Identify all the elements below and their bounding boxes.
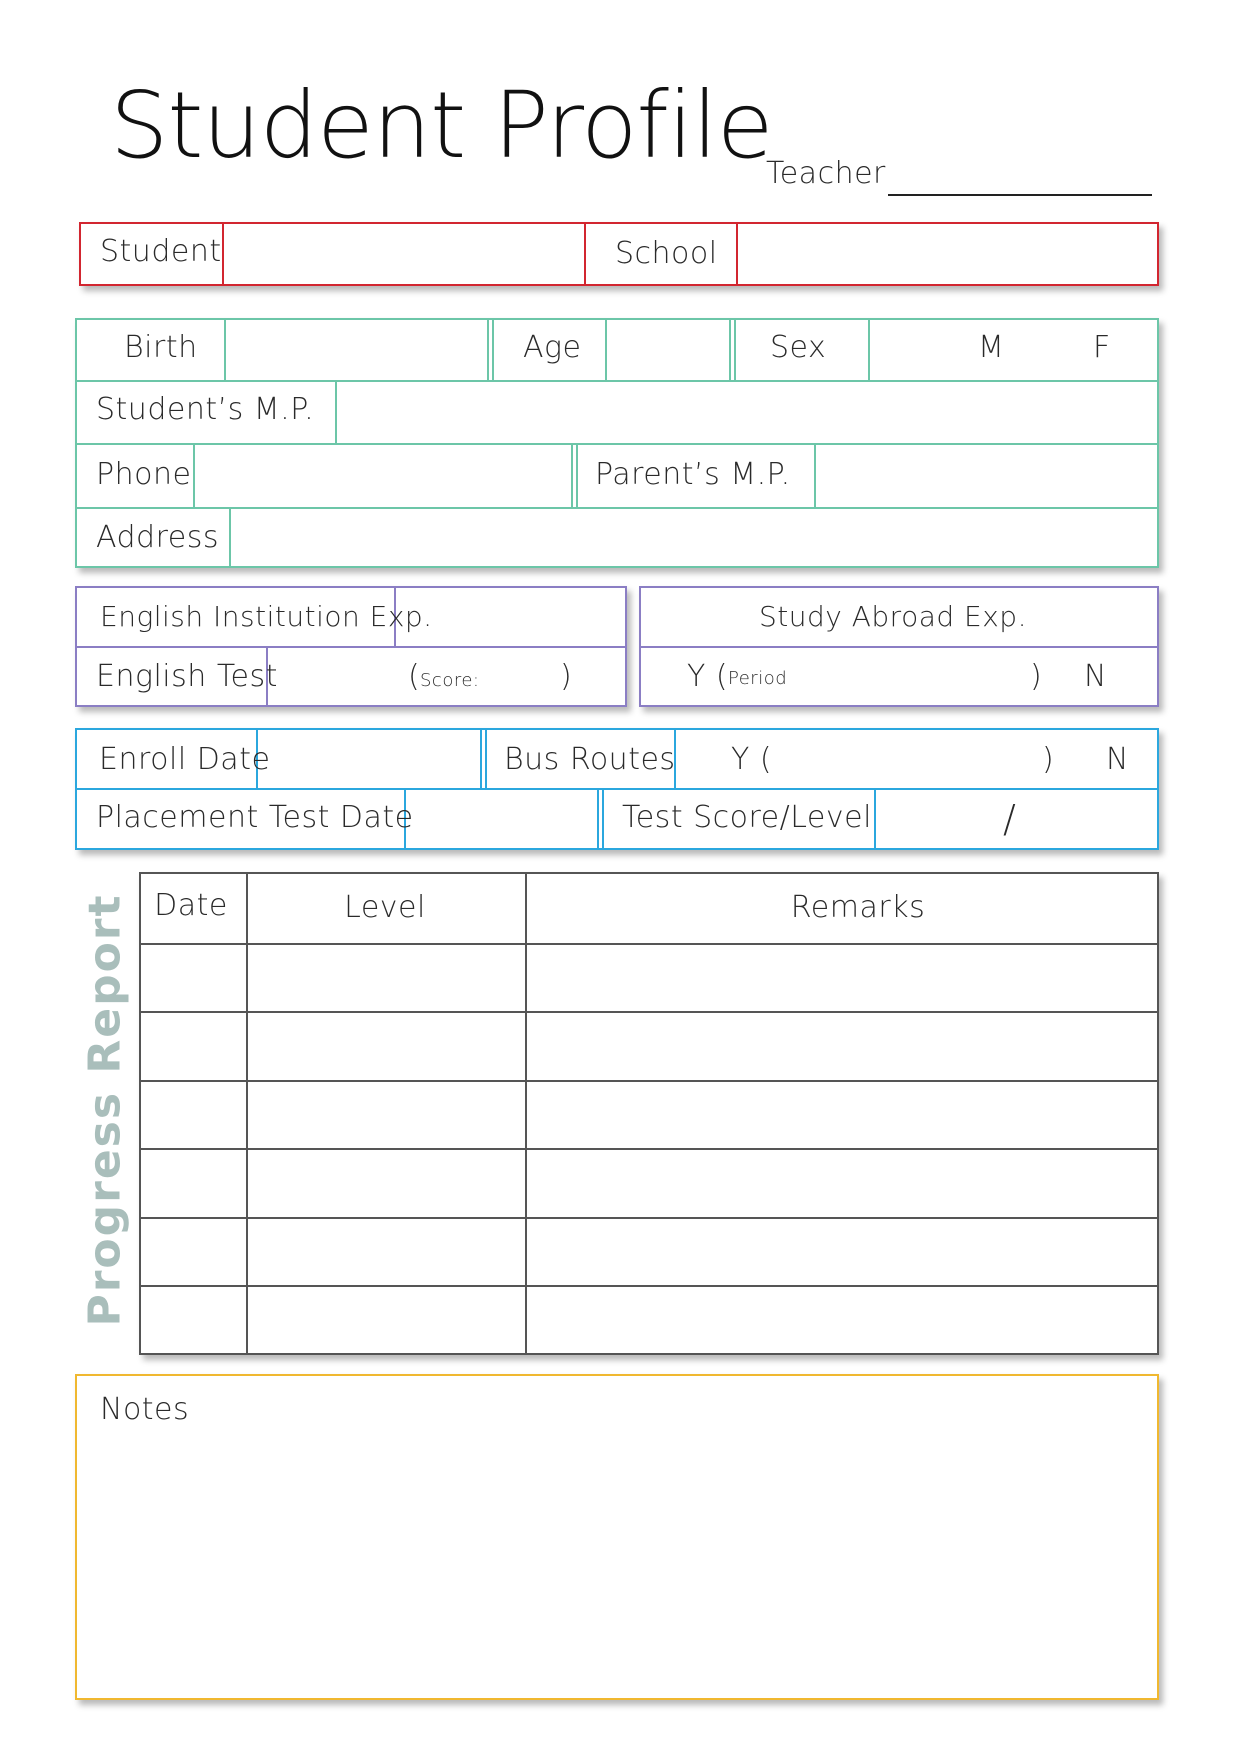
score-open-paren: (	[408, 659, 421, 694]
table-row-2-level[interactable]	[248, 1013, 524, 1078]
divider	[480, 728, 482, 788]
divider	[734, 318, 736, 380]
table-row-3-level[interactable]	[248, 1082, 524, 1146]
school-field[interactable]	[740, 224, 1156, 284]
notes-label: Notes	[100, 1392, 190, 1427]
sex-female-option[interactable]: F	[1093, 330, 1111, 365]
page-title: Student Profile	[110, 72, 773, 179]
progress-report-vertical-title: Progress Report	[79, 893, 131, 1327]
score-close-paren: )	[560, 659, 573, 694]
divider	[485, 728, 487, 788]
column-header-level: Level	[344, 890, 426, 925]
student-mp-field[interactable]	[339, 382, 1157, 441]
age-label: Age	[523, 330, 582, 365]
table-row-3-date[interactable]	[141, 1082, 245, 1146]
abroad-no-option[interactable]: N	[1084, 659, 1107, 694]
bus-no-option[interactable]: N	[1106, 742, 1129, 777]
column-header-remarks: Remarks	[790, 890, 926, 925]
test-score-level-label: Test Score/Level	[622, 800, 872, 835]
divider	[335, 380, 337, 443]
parent-mp-field[interactable]	[818, 445, 1157, 505]
column-header-date: Date	[154, 888, 228, 923]
test-score-field[interactable]	[878, 790, 998, 848]
test-level-field[interactable]	[1030, 790, 1157, 848]
birth-field[interactable]	[228, 320, 485, 378]
divider	[193, 443, 195, 507]
divider	[492, 318, 494, 380]
table-row-1-date[interactable]	[141, 945, 245, 1009]
english-institution-label: English Institution Exp.	[100, 600, 433, 633]
english-test-label: English Test	[96, 659, 278, 694]
placement-test-date-field[interactable]	[408, 790, 595, 848]
period-label: Period	[728, 668, 788, 689]
student-name-field[interactable]	[226, 224, 580, 284]
table-row-1-remarks[interactable]	[527, 945, 1157, 1009]
abroad-close-paren: )	[1030, 659, 1043, 694]
score-level-slash: /	[1003, 797, 1017, 841]
divider	[229, 507, 231, 568]
bus-close-paren: )	[1042, 742, 1055, 777]
table-row-4-date[interactable]	[141, 1150, 245, 1215]
divider	[814, 443, 816, 507]
address-field[interactable]	[233, 509, 1157, 566]
parent-mp-label: Parent’s M.P.	[595, 457, 791, 492]
english-test-field[interactable]	[270, 648, 402, 705]
placement-test-date-label: Placement Test Date	[96, 800, 414, 835]
sex-label: Sex	[770, 330, 827, 365]
divider	[597, 788, 599, 850]
divider	[576, 443, 578, 507]
study-abroad-label: Study Abroad Exp.	[759, 600, 1027, 633]
phone-label: Phone	[96, 457, 192, 492]
table-row-6-remarks[interactable]	[527, 1287, 1157, 1353]
teacher-field[interactable]	[888, 170, 1152, 196]
table-row-4-level[interactable]	[248, 1150, 524, 1215]
divider	[729, 318, 731, 380]
sex-male-option[interactable]: M	[978, 330, 1005, 365]
notes-field[interactable]	[79, 1436, 1155, 1696]
table-row-5-remarks[interactable]	[527, 1219, 1157, 1283]
table-row-3-remarks[interactable]	[527, 1082, 1157, 1146]
english-institution-field[interactable]	[398, 588, 625, 644]
score-field[interactable]	[474, 652, 554, 702]
divider	[224, 318, 226, 380]
divider	[874, 788, 876, 850]
address-label: Address	[96, 520, 219, 555]
period-field[interactable]	[790, 652, 1020, 702]
table-row-5-date[interactable]	[141, 1219, 245, 1283]
school-label: School	[615, 236, 718, 271]
age-field[interactable]	[609, 320, 727, 378]
birth-label: Birth	[124, 330, 198, 365]
table-row-2-remarks[interactable]	[527, 1013, 1157, 1078]
divider	[736, 222, 738, 286]
divider	[487, 318, 489, 380]
table-row-2-date[interactable]	[141, 1013, 245, 1078]
table-row-5-level[interactable]	[248, 1219, 524, 1283]
teacher-label: Teacher	[766, 156, 886, 191]
bus-yes-option[interactable]: Y (	[731, 742, 773, 777]
divider	[584, 222, 586, 286]
enroll-date-field[interactable]	[260, 730, 478, 786]
table-row-6-level[interactable]	[248, 1287, 524, 1353]
abroad-yes-option[interactable]: Y (	[687, 659, 729, 694]
table-row-4-remarks[interactable]	[527, 1150, 1157, 1215]
divider	[868, 318, 870, 380]
phone-field[interactable]	[197, 445, 569, 505]
table-row-1-level[interactable]	[248, 945, 524, 1009]
divider	[222, 222, 224, 286]
divider	[571, 443, 573, 507]
bus-routes-label: Bus Routes	[504, 742, 676, 777]
score-label: Score:	[420, 670, 480, 691]
divider	[605, 318, 607, 380]
divider	[602, 788, 604, 850]
student-mp-label: Student’s M.P.	[96, 392, 315, 427]
enroll-date-label: Enroll Date	[99, 742, 271, 777]
bus-route-field[interactable]	[772, 734, 1042, 784]
divider	[639, 646, 1159, 648]
student-label: Student	[100, 234, 222, 269]
table-row-6-date[interactable]	[141, 1287, 245, 1353]
